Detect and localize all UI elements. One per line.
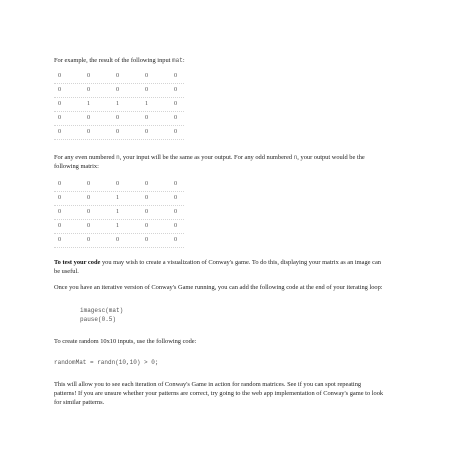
matrix-cell: 0 — [174, 236, 178, 243]
matrix-cell: 1 — [116, 194, 120, 201]
matrix-cell: 0 — [87, 194, 91, 201]
matrix-cell: 0 — [174, 86, 178, 93]
matrix-rule — [54, 219, 184, 220]
intro-code: mat — [172, 57, 183, 64]
intro-line — [54, 56, 185, 65]
test-bold-label: To test your code — [54, 259, 101, 266]
matrix-rule — [54, 205, 184, 206]
matrix-rule — [54, 97, 184, 98]
matrix-cell: 0 — [174, 100, 178, 107]
matrix-cell: 0 — [58, 208, 62, 215]
matrix-cell: 0 — [174, 222, 178, 229]
iterate-paragraph: Once you have an iterative version of Conway's Game running, you can add the following code at the end of your iterating loop: — [54, 284, 383, 291]
matrix-cell: 0 — [174, 180, 178, 187]
matrix-cell: 1 — [145, 100, 149, 107]
matrix-cell: 0 — [58, 114, 62, 121]
matrix-cell: 0 — [58, 72, 62, 79]
matrix-rule — [54, 111, 184, 112]
matrix-cell: 0 — [58, 180, 62, 187]
matrix-cell: 0 — [58, 86, 62, 93]
matrix-rule — [54, 233, 184, 234]
matrix-cell: 0 — [116, 128, 120, 135]
random-paragraph: To create random 10x10 inputs, use the following code: — [54, 338, 197, 345]
matrix-cell: 0 — [116, 236, 120, 243]
matrix-rule — [54, 191, 184, 192]
matrix-cell: 0 — [58, 100, 62, 107]
matrix-cell: 1 — [116, 208, 120, 215]
matrix-rule — [54, 139, 184, 140]
matrix-cell: 0 — [87, 114, 91, 121]
matrix-cell: 0 — [174, 194, 178, 201]
matrix-cell: 0 — [116, 86, 120, 93]
matrix-cell: 0 — [145, 72, 149, 79]
matrix-rule — [54, 125, 184, 126]
matrix-cell: 0 — [145, 86, 149, 93]
matrix-cell: 0 — [145, 180, 149, 187]
matrix-rule — [54, 83, 184, 84]
code-pause: pause(0.5) — [80, 316, 117, 323]
matrix-cell: 0 — [174, 128, 178, 135]
matrix-cell: 0 — [87, 72, 91, 79]
code-imagesc: imagesc(mat) — [80, 307, 124, 314]
matrix-cell: 0 — [87, 208, 91, 215]
matrix-cell: 0 — [87, 222, 91, 229]
matrix-rule — [54, 247, 184, 248]
matrix-cell: 0 — [116, 180, 120, 187]
matrix-cell: 0 — [174, 208, 178, 215]
matrix-cell: 0 — [145, 114, 149, 121]
matrix-cell: 0 — [87, 236, 91, 243]
matrix-cell: 0 — [58, 194, 62, 201]
matrix-cell: 1 — [116, 100, 120, 107]
final-paragraph: This will allow you to see each iteration of Conway's Game in action for random matrices. See if you can spot repeating patterns! If you are unsure whether your patterns are correct, try going to the web app implementation of Conway's game to look for similar patterns. — [54, 381, 384, 406]
matrix-cell: 0 — [116, 72, 120, 79]
even-odd-paragraph: For any even numbered n, your input will be the same as your output. For any odd numbered n, your output would be the following matrix: — [54, 154, 365, 170]
matrix-cell: 0 — [145, 128, 149, 135]
matrix-cell: 1 — [87, 100, 91, 107]
matrix-cell: 0 — [87, 86, 91, 93]
matrix-cell: 0 — [145, 236, 149, 243]
matrix-cell: 0 — [145, 222, 149, 229]
intro-colon: : — [182, 57, 185, 64]
matrix-cell: 0 — [116, 114, 120, 121]
matrix-cell: 0 — [58, 222, 62, 229]
matrix-cell: 0 — [58, 236, 62, 243]
matrix-cell: 0 — [145, 194, 149, 201]
matrix-cell: 0 — [174, 72, 178, 79]
intro-text: For example, the result of the following input — [54, 57, 173, 64]
test-paragraph: To test your code you may wish to create a visualization of Conway's game. To do this, displaying your matrix as an image can be useful. — [54, 259, 381, 275]
matrix-cell: 0 — [145, 208, 149, 215]
matrix-cell: 1 — [116, 222, 120, 229]
matrix-cell: 0 — [87, 128, 91, 135]
matrix-cell: 0 — [174, 114, 178, 121]
code-random: randomMat = randn(10,10) > 0; — [54, 359, 159, 366]
matrix-cell: 0 — [58, 128, 62, 135]
matrix-cell: 0 — [87, 180, 91, 187]
